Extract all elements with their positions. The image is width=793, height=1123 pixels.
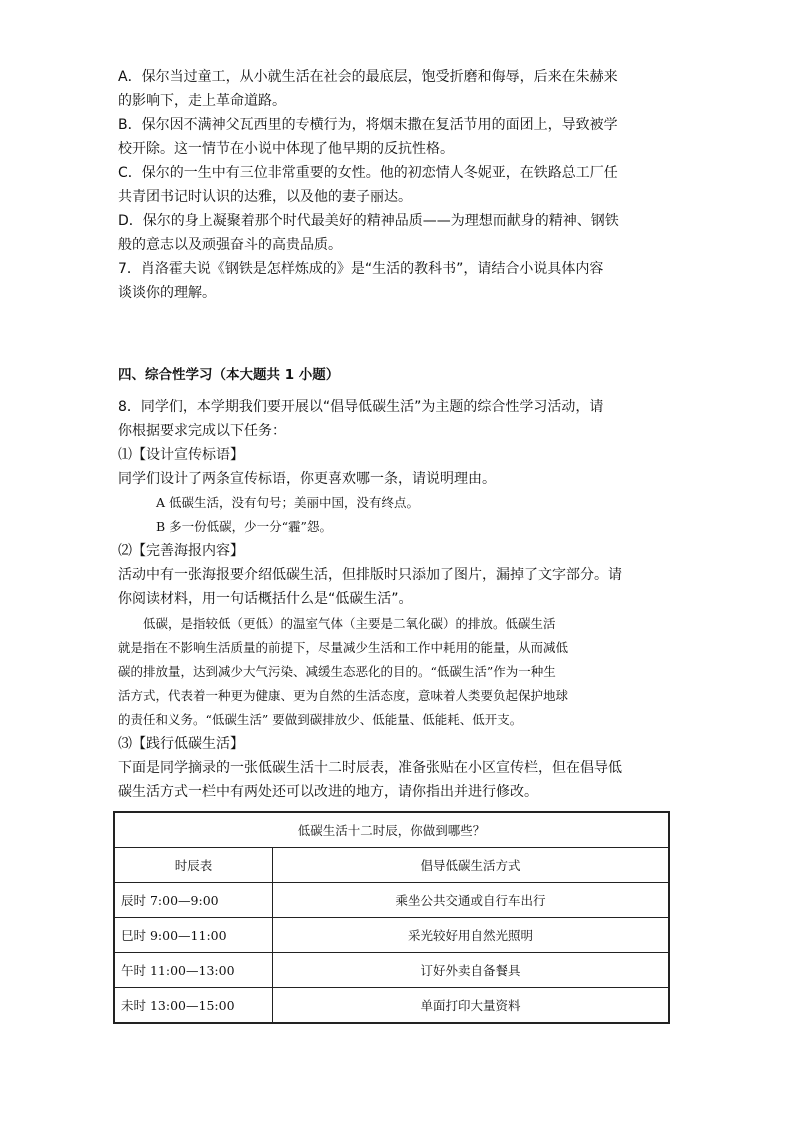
material-line-3: 碳的排放量，达到减少大气污染、减缓生态恶化的目的。“低碳生活”作为一种生 xyxy=(118,664,556,679)
table-title: 低碳生活十二时辰，你做到哪些？ xyxy=(115,813,669,848)
option-d-line-1: D．保尔的身上凝聚着那个时代最美好的精神品质——为理想而献身的精神、钢铁 xyxy=(118,213,619,229)
option-c-line-1: C．保尔的一生中有三位非常重要的女性。他的初恋情人冬妮亚，在铁路总工厂任 xyxy=(118,165,618,181)
task-3-prompt-line-2: 碳生活方式一栏中有两处还可以改进的地方，请你指出并进行修改。 xyxy=(118,784,538,800)
option-d-line-2: 般的意志以及顽强奋斗的高贵品质。 xyxy=(118,237,342,253)
task-1-title: ⑴【设计宣传标语】 xyxy=(118,447,244,463)
table-cell-method: 乘坐公共交通或自行车出行 xyxy=(273,883,669,918)
option-c-line-2: 共青团书记时认识的达雅，以及他的妻子丽达。 xyxy=(118,189,412,205)
material-line-1: 低碳，是指较低（更低）的温室气体（主要是二氧化碳）的排放。低碳生活 xyxy=(118,616,556,631)
task-2-title: ⑵【完善海报内容】 xyxy=(118,543,244,559)
table-cell-time: 午时 11:00—13:00 xyxy=(115,953,273,988)
task-2-prompt-line-2: 你阅读材料，用一句话概括什么是“低碳生活”。 xyxy=(118,591,413,607)
table-cell-time: 巳时 9:00—11:00 xyxy=(115,918,273,953)
option-b-line-1: B．保尔因不满神父瓦西里的专横行为，将烟末撒在复活节用的面团上，导致被学 xyxy=(118,117,618,133)
low-carbon-schedule-table xyxy=(113,811,670,1024)
material-line-2: 就是指在不影响生活质量的前提下，尽量减少生活和工作中耗用的能量，从而减低 xyxy=(118,640,569,655)
slogan-b: B 多一份低碳，少一分“霾”怨。 xyxy=(156,519,332,534)
option-b-line-2: 校开除。这一情节在小说中体现了他早期的反抗性格。 xyxy=(118,141,454,157)
table-row xyxy=(115,918,669,953)
table-cell-method: 订好外卖自备餐具 xyxy=(273,953,669,988)
task-2-prompt-line-1: 活动中有一张海报要介绍低碳生活，但排版时只添加了图片，漏掉了文字部分。请 xyxy=(118,567,622,583)
question-7-line-2: 谈谈你的理解。 xyxy=(118,285,216,301)
material-line-4: 活方式，代表着一种更为健康、更为自然的生活态度，意味着人类要负起保护地球 xyxy=(118,688,569,703)
table-cell-method: 单面打印大量资料 xyxy=(273,988,669,1023)
question-7-line-1: 7．肖洛霍夫说《钢铁是怎样炼成的》是“生活的教科书”，请结合小说具体内容 xyxy=(118,261,604,277)
table-cell-time: 未时 13:00—15:00 xyxy=(115,988,273,1023)
task-3-title: ⑶【践行低碳生活】 xyxy=(118,736,244,752)
option-a-line-2: 的影响下，走上革命道路。 xyxy=(118,93,286,109)
question-8-line-1: 8．同学们，本学期我们要开展以“倡导低碳生活”为主题的综合性学习活动，请 xyxy=(118,399,604,415)
table-cell-method: 采光较好用自然光照明 xyxy=(273,918,669,953)
option-a-line-1: A．保尔当过童工，从小就生活在社会的最底层，饱受折磨和侮辱，后来在朱赫来 xyxy=(118,69,618,85)
question-8-line-2: 你根据要求完成以下任务： xyxy=(118,423,286,439)
table-row xyxy=(115,988,669,1023)
table-header-time: 时辰表 xyxy=(115,848,273,883)
task-3-prompt-line-1: 下面是同学摘录的一张低碳生活十二时辰表，准备张贴在小区宣传栏，但在倡导低 xyxy=(118,760,622,776)
task-1-prompt: 同学们设计了两条宣传标语，你更喜欢哪一条，请说明理由。 xyxy=(118,471,496,487)
section-heading: 四、综合性学习（本大题共 1 小题） xyxy=(118,367,340,383)
material-line-5: 的责任和义务。“低碳生活” 要做到碳排放少、低能量、低能耗、低开支。 xyxy=(118,712,523,727)
table-cell-time: 辰时 7:00—9:00 xyxy=(115,883,273,918)
slogan-a: A 低碳生活，没有句号；美丽中国，没有终点。 xyxy=(156,495,420,510)
table-row xyxy=(115,883,669,918)
table-header-method: 倡导低碳生活方式 xyxy=(273,848,669,883)
table-row xyxy=(115,953,669,988)
